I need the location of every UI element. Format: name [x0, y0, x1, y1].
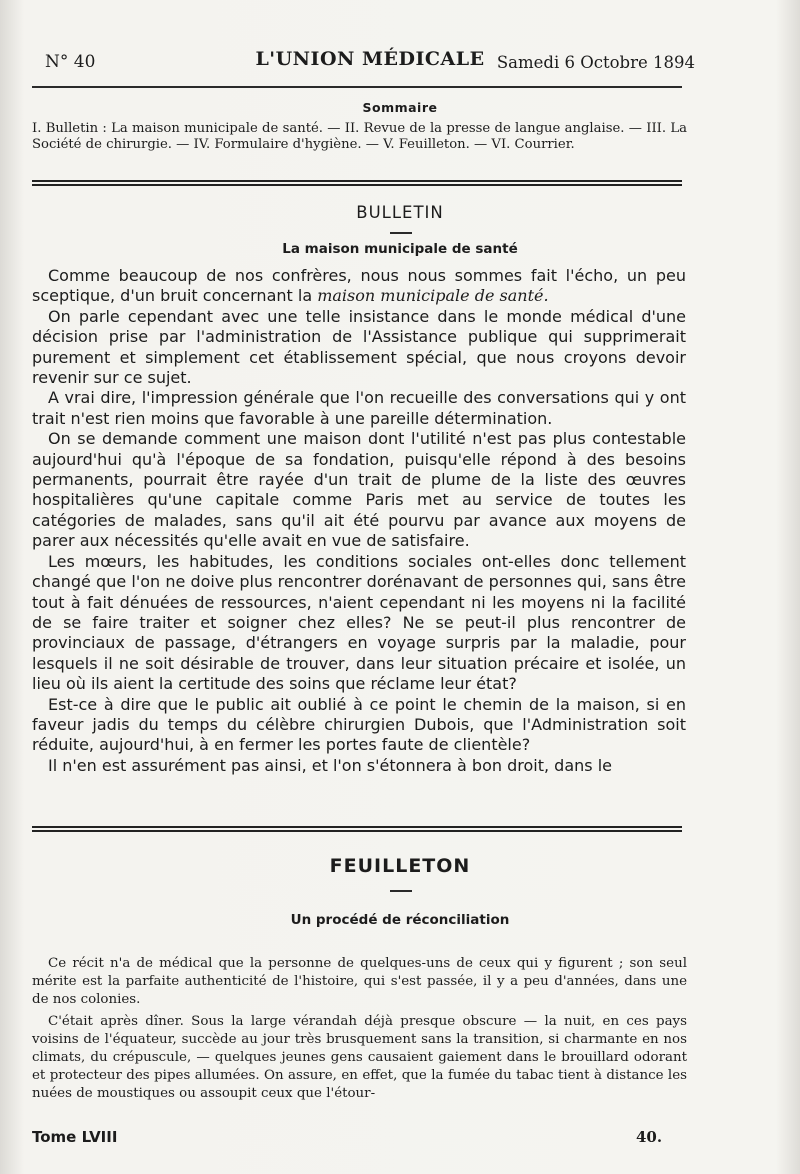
- paragraph: On se demande comment une maison dont l'utilité n'est pas plus contestable aujourd'hui qu'à l'époque de sa fondation, puisqu'elle répond à des besoins permanents, pourrait être rayée d'un trait de plume de la liste des œuvres hospitalières qu'une capitale comme Paris met au service de toutes les catégories de malades, sans qu'il ait été pourvu par avance aux moyens de parer aux nécessités qu'elle avait en vue de satisfaire.: [32, 429, 686, 551]
- feuilleton-subtitle: Un procédé de réconciliation: [290, 912, 510, 928]
- sommaire-text: I. Bulletin : La maison municipale de santé. — II. Revue de la presse de langue anglaise. — III. La Société de chirurgie. — IV. Formulaire d'hygiène. — V. Feuilleton. — VI. Courrier.: [32, 121, 687, 152]
- italic-phrase: maison municipale de santé.: [317, 286, 549, 306]
- paragraph: Est-ce à dire que le public ait oublié à ce point le chemin de la maison, si en faveur jadis du temps du célèbre chirurgien Dubois, que l'Administration soit réduite, aujourd'hui, à en fermer les portes faute de clientèle?: [32, 694, 686, 755]
- sommaire-title: Sommaire: [362, 100, 438, 115]
- paragraph: Ce récit n'a de médical que la personne de quelques-uns de ceux qui y figurent ; son seul mérite est la parfaite authenticité de l'histoire, qui s'est passée, il y a peu d'années, dans une de nos colonies.: [32, 956, 687, 1007]
- paragraph: C'était après dîner. Sous la large vérandah déjà presque obscure — la nuit, en ces pays voisins de l'équateur, succède au jour très brusquement sans la transition, si charmante en nos climats, du crépuscule, — quelques jeunes gens causaient gaiement dans le brouillard odorant et protecteur des pipes allumées. On assure, en effet, que la fumée du tabac tient à distance les nuées de moustiques ou assoupit ceux que l'étour-: [32, 1014, 687, 1101]
- title-dash: [390, 890, 412, 892]
- issue-number: N° 40: [45, 52, 96, 72]
- paragraph: Il n'en est assurément pas ainsi, et l'on s'étonnera à bon droit, dans le: [48, 755, 612, 775]
- paragraph: Les mœurs, les habitudes, les conditions sociales ont-elles donc tellement changé que l'on ne doive plus rencontrer dorénavant de personnes qui, sans être tout à fait dénuées de ressources, n'aient cependant ni les moyens ni la facilité de se faire traiter et soigner chez elles? Ne se peut-il plus rencontrer de provinciaux de passage, d'étrangers en voyage surpris par la maladie, pour lesquels il ne soit désirable de trouver, dans leur situation précaire et isolée, un lieu où ils aient la certitude des soins que réclame leur état?: [32, 551, 686, 694]
- feuilleton-title: FEUILLETON: [329, 855, 471, 877]
- feuilleton-rule: [32, 826, 682, 832]
- bulletin-article: [32, 266, 686, 776]
- header-rule: [32, 86, 682, 88]
- journal-title: L'UNION MÉDICALE: [255, 48, 485, 70]
- paragraph: A vrai dire, l'impression générale que l'on recueille des conversations qui y ont trait n'est rien moins que favorable à une pareille détermination.: [32, 388, 686, 428]
- title-dash: [390, 232, 412, 234]
- bulletin-title: BULLETIN: [356, 203, 444, 222]
- paragraph: On parle cependant avec une telle insistance dans le monde médical d'une décision prise par l'administration de l'Assistance publique qui supprimerait purement et simplement cet établissement spécial, que nous croyons devoir revenir sur ce sujet.: [32, 306, 686, 388]
- volume-label: Tome LVIII: [32, 1128, 118, 1146]
- paragraph: Comme beaucoup de nos confrères, nous nous sommes fait l'écho, un peu sceptique, d'un bruit concernant la maison municipale de santé.: [32, 266, 686, 306]
- issue-date: Samedi 6 Octobre 1894: [496, 53, 695, 72]
- running-head: [45, 42, 695, 78]
- sommaire-rule: [32, 180, 682, 186]
- feuilleton-article: [32, 955, 687, 1103]
- page-number: 40.: [636, 1128, 663, 1146]
- bulletin-subtitle: La maison municipale de santé: [282, 241, 518, 257]
